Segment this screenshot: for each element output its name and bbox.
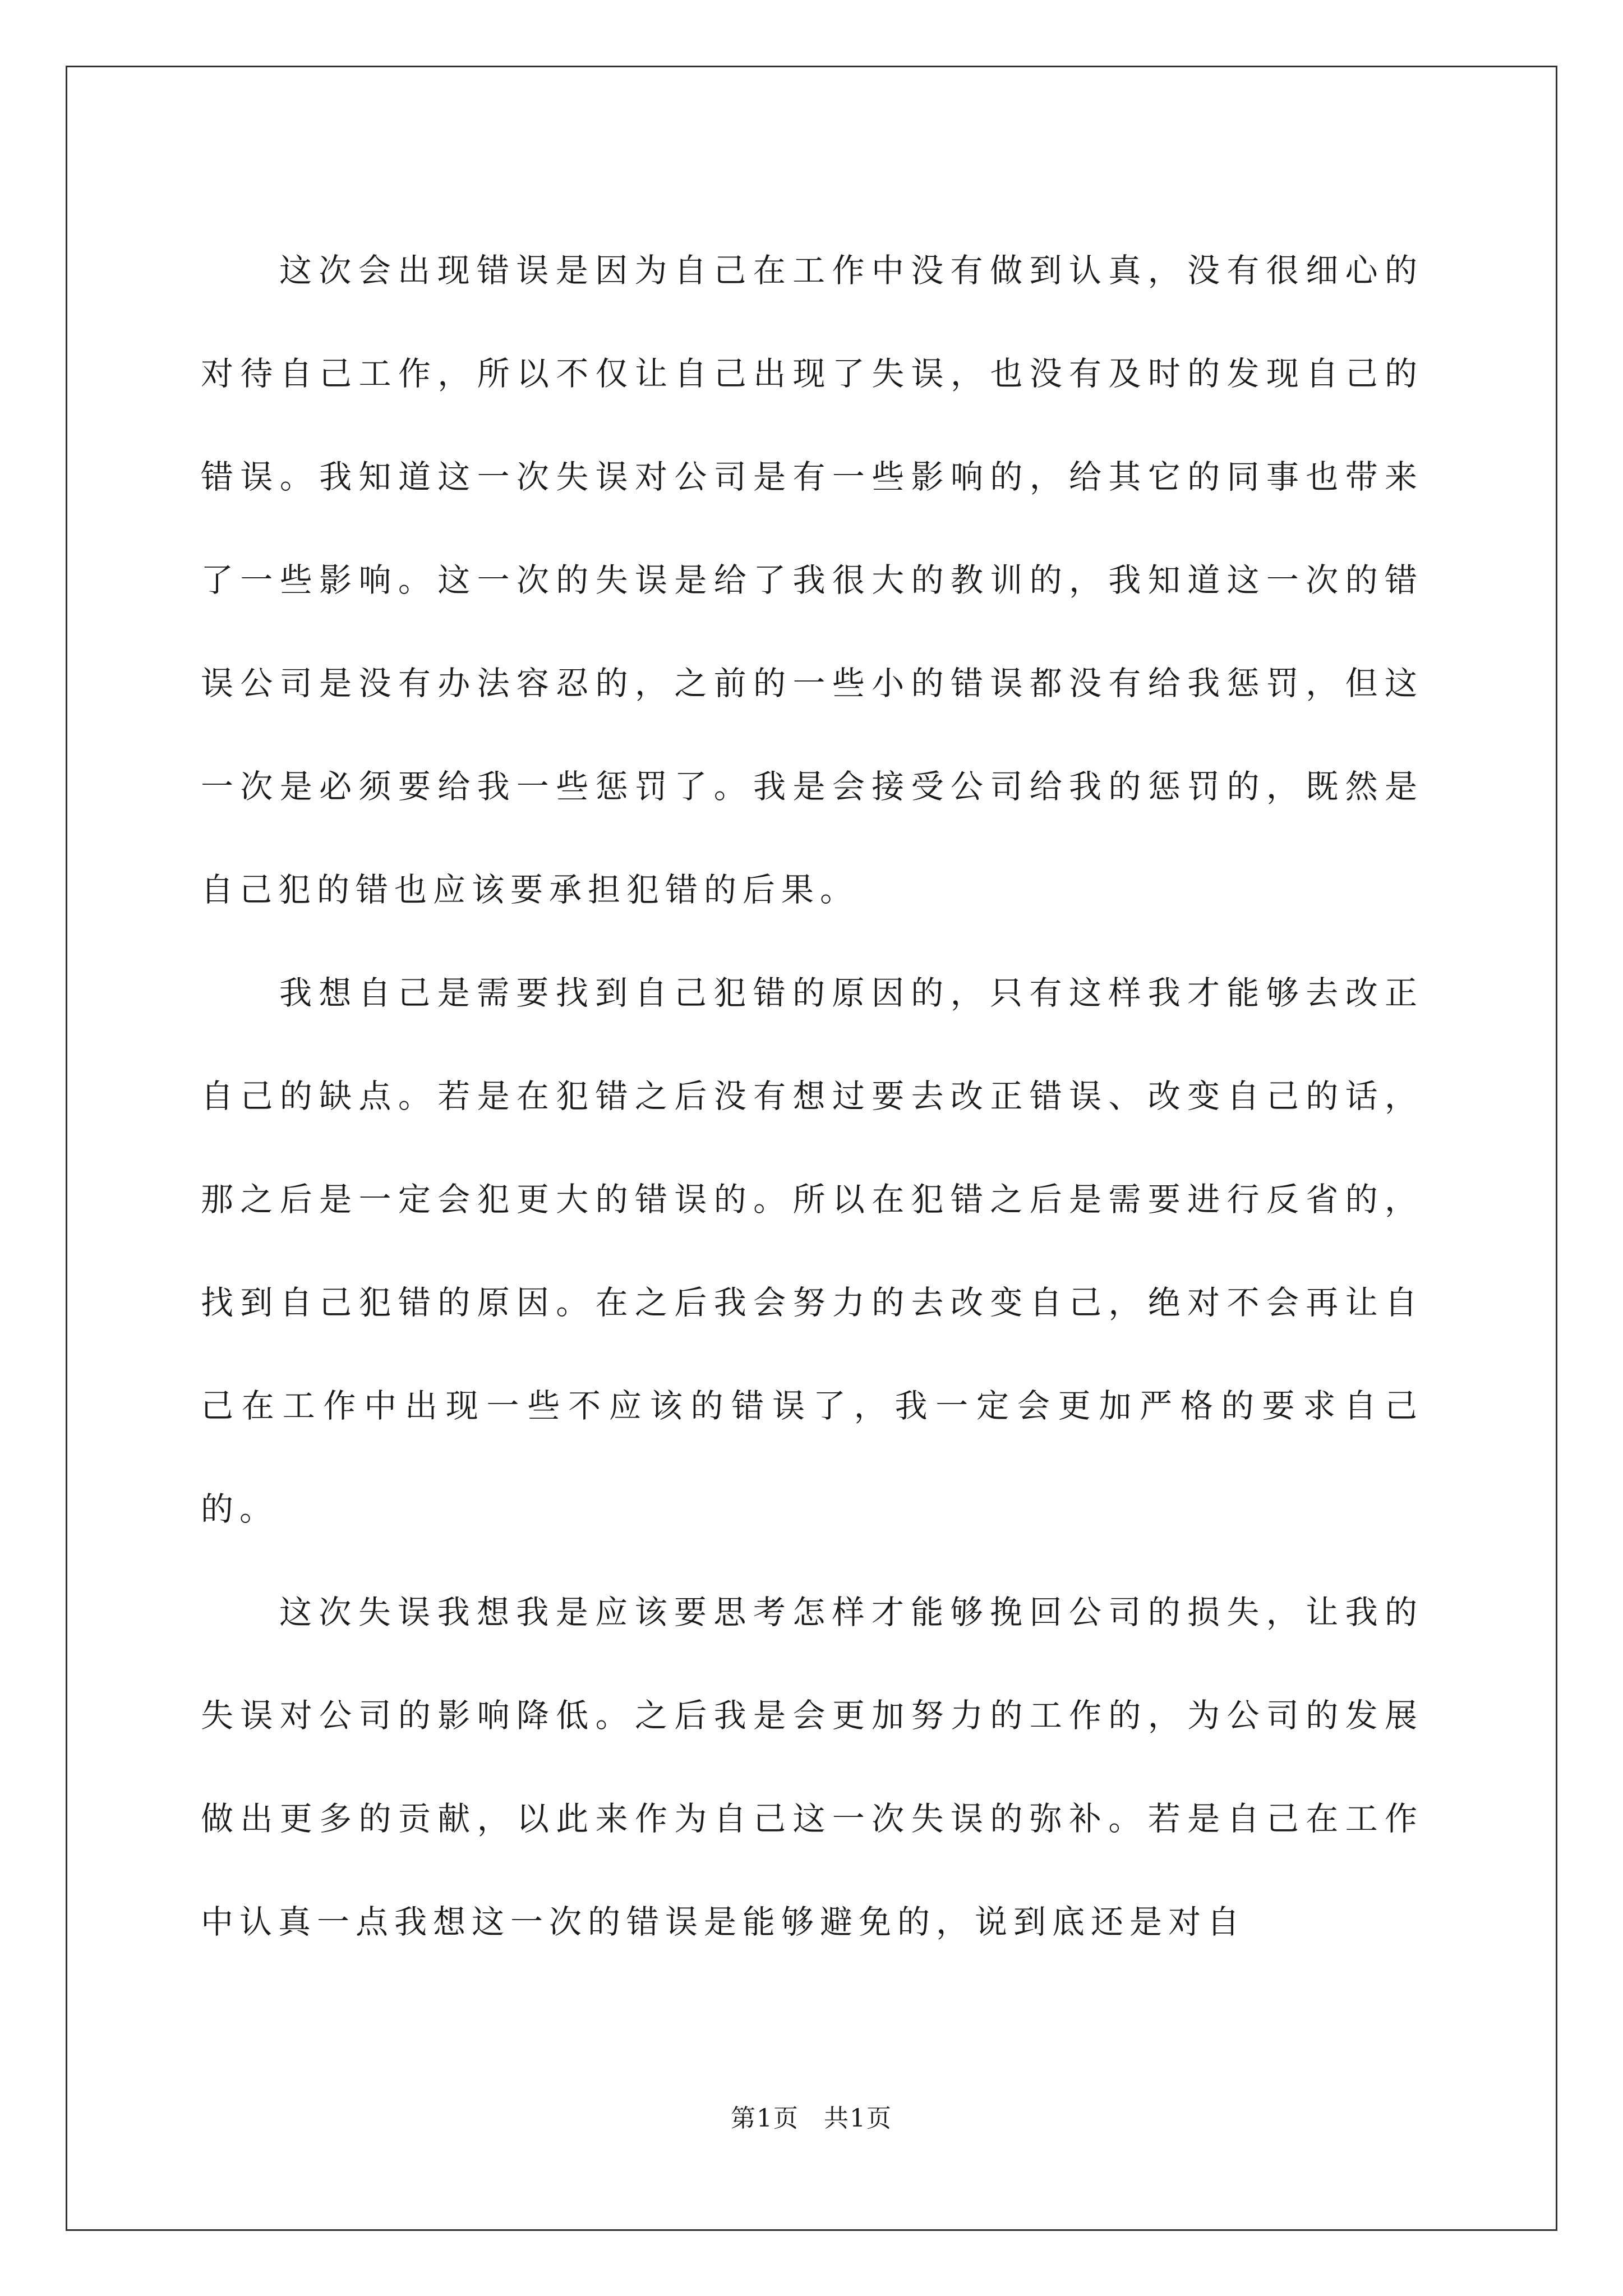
paragraph-1: 这次会出现错误是因为自己在工作中没有做到认真，没有很细心的对待自己工作，所以不仅让自己出现了失误，也没有及时的发现自己的错误。我知道这一次失误对公司是有一些影响的，给其它的同事也带来了一些影响。这一次的失误是给了我很大的教训的，我知道这一次的错误公司是没有办法容忍的，之前的一些小的错误都没有给我惩罚，但这一次是必须要给我一些惩罚了。我是会接受公司给我的惩罚的，既然是自己犯的错也应该要承担犯错的后果。 — [201, 251, 1423, 909]
page-total: 共1页 — [824, 2104, 892, 2133]
page-footer — [0, 2098, 1623, 2134]
paragraph-2: 我想自己是需要找到自己犯错的原因的，只有这样我才能够去改正自己的缺点。若是在犯错之后没有想过要去改正错误、改变自己的话，那之后是一定会犯更大的错误的。所以在犯错之后是需要进行反省的，找到自己犯错的原因。在之后我会努力的去改变自己，绝对不会再让自己在工作中出现一些不应该的错误了，我一定会更加严格的要求自己的。 — [201, 974, 1423, 1528]
document-body — [201, 219, 1423, 1973]
page-number: 第1页 — [731, 2104, 799, 2133]
paragraph-3: 这次失误我想我是应该要思考怎样才能够挽回公司的损失，让我的失误对公司的影响降低。之后我是会更加努力的工作的，为公司的发展做出更多的贡献，以此来作为自己这一次失误的弥补。若是自己在工作中认真一点我想这一次的错误是能够避免的，说到底还是对自 — [201, 1593, 1423, 1941]
